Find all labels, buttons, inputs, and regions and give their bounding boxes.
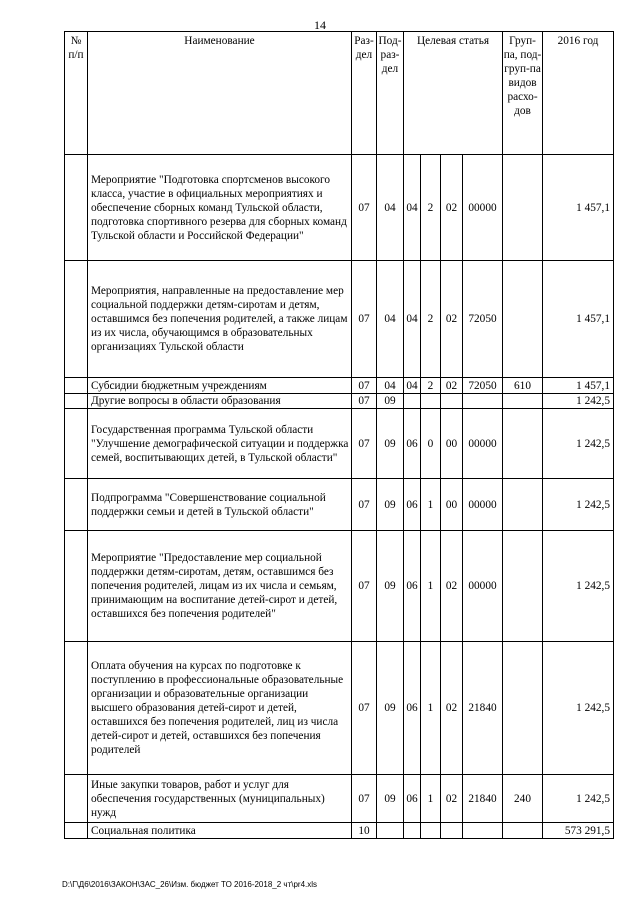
row-target-part1-cell: 04: [404, 261, 421, 378]
row-target-part3-cell: 00: [441, 409, 463, 479]
row-name-cell: Другие вопросы в области образования: [88, 394, 352, 409]
row-num-cell: [65, 409, 88, 479]
table-row: [65, 378, 614, 394]
row-podrazdel-cell: [377, 823, 404, 839]
row-num-cell: [65, 775, 88, 823]
row-target-part2-cell: 1: [421, 531, 441, 642]
row-razdel-cell: 07: [352, 409, 377, 479]
table-row: [65, 479, 614, 531]
row-razdel-cell: 07: [352, 261, 377, 378]
row-target-part2-cell: [421, 823, 441, 839]
row-num-cell: [65, 378, 88, 394]
row-name-cell: Мероприятия, направленные на предоставление мер социальной поддержки детям-сиротам и детям, оставшимся без попечения родителей, а также лицам из их числа, обучающимся в образовательных организациях Тульской области: [88, 261, 352, 378]
row-podrazdel-cell: 09: [377, 642, 404, 775]
row-expense-group-cell: [503, 642, 543, 775]
row-amount-cell: 573 291,5: [543, 823, 614, 839]
row-podrazdel-cell: 09: [377, 479, 404, 531]
row-expense-group-cell: [503, 409, 543, 479]
table-row: [65, 394, 614, 409]
row-target-part1-cell: 06: [404, 409, 421, 479]
row-amount-cell: 1 242,5: [543, 775, 614, 823]
header-target-article: Целевая статья: [404, 32, 503, 155]
row-name-cell: Социальная политика: [88, 823, 352, 839]
row-amount-cell: 1 457,1: [543, 378, 614, 394]
row-amount-cell: 1 242,5: [543, 531, 614, 642]
row-podrazdel-cell: 09: [377, 394, 404, 409]
row-expense-group-cell: [503, 823, 543, 839]
header-razdel: Раз-дел: [352, 32, 377, 155]
row-target-part4-cell: 00000: [463, 479, 503, 531]
row-razdel-cell: 07: [352, 531, 377, 642]
row-podrazdel-cell: 04: [377, 261, 404, 378]
row-name-cell: Иные закупки товаров, работ и услуг для обеспечения государственных (муниципальных) нужд: [88, 775, 352, 823]
row-podrazdel-cell: 04: [377, 155, 404, 261]
row-razdel-cell: 07: [352, 775, 377, 823]
row-target-part4-cell: [463, 394, 503, 409]
row-target-part1-cell: 06: [404, 642, 421, 775]
row-razdel-cell: 10: [352, 823, 377, 839]
row-target-part3-cell: [441, 823, 463, 839]
file-path-footer: D:\Г\Д6\2016\ЗАКОН\ЗАС_26\Изм. бюджет ТО 2016-2018_2 чт\pr4.xls: [62, 880, 318, 889]
row-target-part3-cell: 02: [441, 378, 463, 394]
row-target-part1-cell: 06: [404, 479, 421, 531]
header-year: 2016 год: [543, 32, 614, 155]
row-expense-group-cell: 240: [503, 775, 543, 823]
row-expense-group-cell: 610: [503, 378, 543, 394]
row-target-part4-cell: 72050: [463, 378, 503, 394]
row-target-part4-cell: 21840: [463, 642, 503, 775]
row-razdel-cell: 07: [352, 155, 377, 261]
row-target-part3-cell: [441, 394, 463, 409]
row-target-part2-cell: [421, 394, 441, 409]
header-num: № п/п: [65, 32, 88, 155]
row-target-part3-cell: 02: [441, 642, 463, 775]
row-target-part4-cell: [463, 823, 503, 839]
row-target-part3-cell: 02: [441, 531, 463, 642]
row-target-part1-cell: 06: [404, 531, 421, 642]
row-target-part1-cell: [404, 394, 421, 409]
row-expense-group-cell: [503, 394, 543, 409]
row-target-part4-cell: 00000: [463, 409, 503, 479]
row-name-cell: Оплата обучения на курсах по подготовке к поступлению в профессиональные образовательные организации и образовательные организации высшего образования детей-сирот и детей, оставшихся без попечения родителей, лиц из числа детей-сирот и детей, оставшихся без попечения родителей: [88, 642, 352, 775]
row-podrazdel-cell: 09: [377, 775, 404, 823]
row-target-part1-cell: 04: [404, 155, 421, 261]
row-target-part3-cell: 02: [441, 775, 463, 823]
row-razdel-cell: 07: [352, 479, 377, 531]
header-podrazdel: Под-раз-дел: [377, 32, 404, 155]
row-expense-group-cell: [503, 261, 543, 378]
row-expense-group-cell: [503, 479, 543, 531]
row-num-cell: [65, 394, 88, 409]
header-name: Наименование: [88, 32, 352, 155]
row-razdel-cell: 07: [352, 394, 377, 409]
row-num-cell: [65, 479, 88, 531]
row-razdel-cell: 07: [352, 378, 377, 394]
row-num-cell: [65, 531, 88, 642]
row-target-part2-cell: 0: [421, 409, 441, 479]
table-row: [65, 823, 614, 839]
page-number: 14: [314, 18, 326, 32]
row-name-cell: Мероприятие "Подготовка спортсменов высокого класса, участие в официальных мероприятиях и обеспечение сборных команд Тульской области, подготовка спортивного резерва для сборных команд Тульской области и Российской Федерации": [88, 155, 352, 261]
budget-table: [64, 31, 614, 839]
row-target-part4-cell: 72050: [463, 261, 503, 378]
table-row: [65, 155, 614, 261]
table-row: [65, 642, 614, 775]
row-target-part4-cell: 00000: [463, 155, 503, 261]
row-name-cell: Субсидии бюджетным учреждениям: [88, 378, 352, 394]
row-podrazdel-cell: 04: [377, 378, 404, 394]
row-name-cell: Государственная программа Тульской области "Улучшение демографической ситуации и поддержка семей, воспитывающих детей, в Тульской области": [88, 409, 352, 479]
row-amount-cell: 1 457,1: [543, 261, 614, 378]
row-num-cell: [65, 642, 88, 775]
row-amount-cell: 1 242,5: [543, 642, 614, 775]
row-amount-cell: 1 242,5: [543, 394, 614, 409]
row-amount-cell: 1 242,5: [543, 479, 614, 531]
row-num-cell: [65, 261, 88, 378]
row-target-part2-cell: 2: [421, 261, 441, 378]
table-row: [65, 409, 614, 479]
row-expense-group-cell: [503, 155, 543, 261]
row-num-cell: [65, 823, 88, 839]
row-target-part3-cell: 00: [441, 479, 463, 531]
row-target-part4-cell: 21840: [463, 775, 503, 823]
row-name-cell: Подпрограмма "Совершенствование социальной поддержки семьи и детей в Тульской области": [88, 479, 352, 531]
row-target-part1-cell: [404, 823, 421, 839]
table-row: [65, 531, 614, 642]
row-target-part3-cell: 02: [441, 155, 463, 261]
row-target-part2-cell: 1: [421, 775, 441, 823]
row-amount-cell: 1 457,1: [543, 155, 614, 261]
row-target-part4-cell: 00000: [463, 531, 503, 642]
row-target-part2-cell: 1: [421, 479, 441, 531]
row-podrazdel-cell: 09: [377, 409, 404, 479]
row-amount-cell: 1 242,5: [543, 409, 614, 479]
row-target-part3-cell: 02: [441, 261, 463, 378]
row-name-cell: Мероприятие "Предоставление мер социальной поддержки детям-сиротам, детям, оставшимся без попечения родителей, лицам из их числа и семьям, принимающим на воспитание детей-сирот и детей, оставшихся без попечения родителей": [88, 531, 352, 642]
row-podrazdel-cell: 09: [377, 531, 404, 642]
row-target-part2-cell: 2: [421, 155, 441, 261]
row-target-part1-cell: 04: [404, 378, 421, 394]
row-expense-group-cell: [503, 531, 543, 642]
row-target-part2-cell: 1: [421, 642, 441, 775]
row-target-part2-cell: 2: [421, 378, 441, 394]
table-row: [65, 261, 614, 378]
table-row: [65, 775, 614, 823]
row-target-part1-cell: 06: [404, 775, 421, 823]
header-expense-group: Груп-па, под-груп-па видов расхо-дов: [503, 32, 543, 155]
row-num-cell: [65, 155, 88, 261]
row-razdel-cell: 07: [352, 642, 377, 775]
